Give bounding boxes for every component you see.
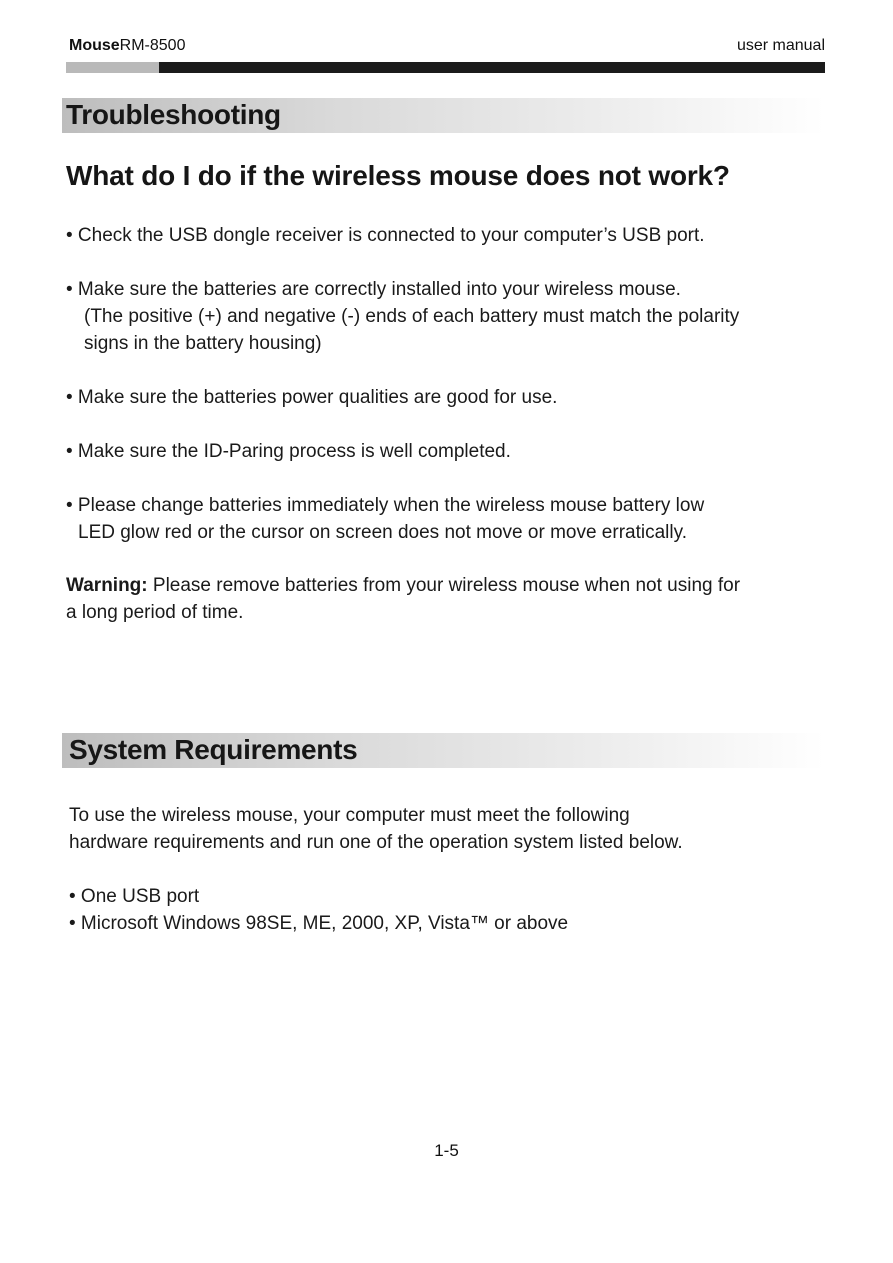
item-line: • Make sure the batteries power qualities are good for use. xyxy=(66,387,558,408)
warning-text: Please remove batteries from your wireless mouse when not using for xyxy=(147,575,741,596)
requirement-item: • One USB port xyxy=(69,886,200,907)
header-rule xyxy=(66,62,825,73)
item-line: • Make sure the batteries are correctly installed into your wireless mouse. xyxy=(66,279,681,300)
system-requirements-intro xyxy=(69,802,829,856)
warning-paragraph xyxy=(66,572,826,626)
header-rule-gray xyxy=(66,62,159,73)
item-line: • Make sure the ID-Paring process is well completed. xyxy=(66,441,511,462)
warning-line xyxy=(66,572,826,599)
warning-line-2: a long period of time. xyxy=(66,602,244,623)
warning-label: Warning: xyxy=(66,575,148,596)
header-brand: Mouse xyxy=(69,37,120,54)
system-requirements-list xyxy=(69,883,829,937)
header-doc-type: user manual xyxy=(736,37,825,54)
troubleshooting-question: What do I do if the wireless mouse does not work? xyxy=(66,160,730,191)
troubleshooting-title: Troubleshooting xyxy=(66,99,281,130)
troubleshooting-item-4 xyxy=(66,438,826,465)
troubleshooting-item-5 xyxy=(66,492,826,546)
system-requirements-heading-band xyxy=(62,733,825,768)
troubleshooting-item-2 xyxy=(66,276,826,357)
item-line: signs in the battery housing) xyxy=(84,333,322,354)
header-model: RM-8500 xyxy=(119,37,186,54)
item-line: • Please change batteries immediately when the wireless mouse battery low xyxy=(66,495,705,516)
item-line: (The positive (+) and negative (-) ends of each battery must match the polarity xyxy=(84,306,740,327)
header-rule-black xyxy=(159,62,825,73)
troubleshooting-item-1 xyxy=(66,222,826,249)
troubleshooting-item-3 xyxy=(66,384,826,411)
requirement-item: • Microsoft Windows 98SE, ME, 2000, XP, Vista™ or above xyxy=(69,913,569,934)
header-product xyxy=(69,37,185,55)
intro-line: hardware requirements and run one of the operation system listed below. xyxy=(69,832,683,853)
item-line: • Check the USB dongle receiver is connected to your computer’s USB port. xyxy=(66,225,705,246)
system-requirements-title: System Requirements xyxy=(69,734,358,765)
item-line: LED glow red or the cursor on screen does not move or move erratically. xyxy=(78,522,687,543)
troubleshooting-heading-band xyxy=(62,98,825,133)
page-number: 1-5 xyxy=(434,1141,459,1160)
intro-line: To use the wireless mouse, your computer must meet the following xyxy=(69,805,630,826)
